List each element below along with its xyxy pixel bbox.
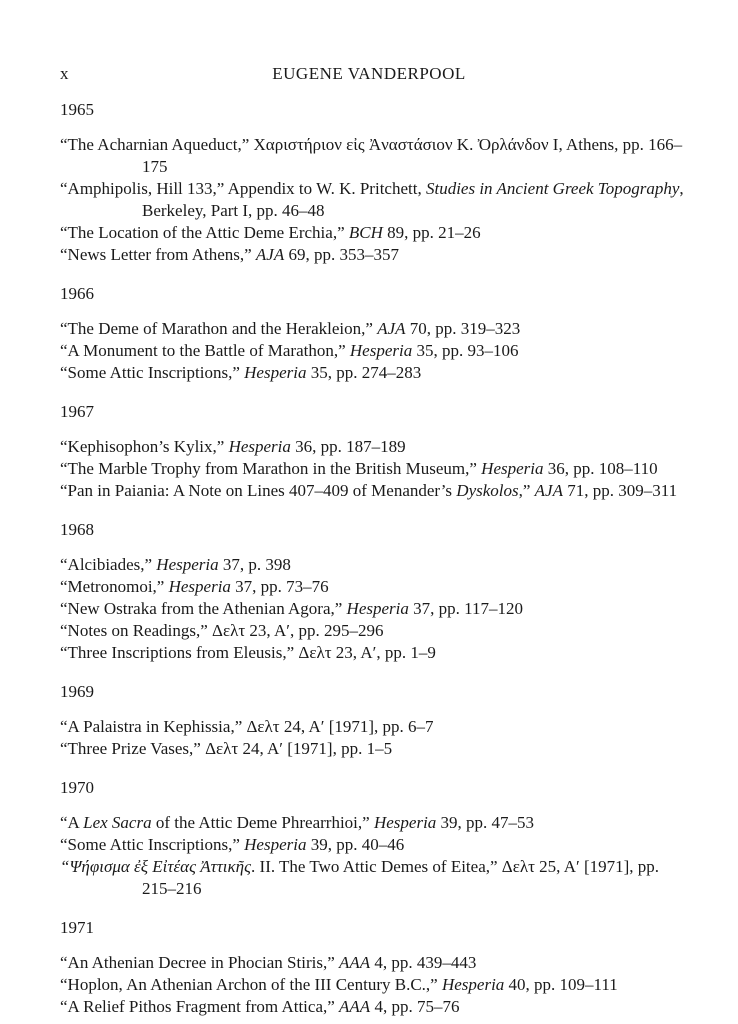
entry-italic-text: AJA: [377, 319, 406, 338]
entry-italic-text: Hesperia: [244, 835, 307, 854]
entry-text: “Notes on Readings,” Δελτ 23, Α′, pp. 295–296: [60, 621, 384, 640]
bibliography-entry: [60, 576, 686, 598]
entry-text: “Alcibiades,”: [60, 555, 157, 574]
entry-text: “The Deme of Marathon and the Herakleion,”: [60, 319, 378, 338]
entry-text: “The Marble Trophy from Marathon in the British Museum,”: [60, 459, 482, 478]
entry-list: [60, 812, 686, 900]
entry-text: 39, pp. 47–53: [436, 813, 535, 832]
entry-text: 70, pp. 319–323: [405, 319, 521, 338]
entry-italic-text: AJA: [255, 245, 285, 264]
entry-text: “News Letter from Athens,”: [60, 245, 256, 264]
entry-text: “Three Prize Vases,” Δελτ 24, Α′ [1971], pp. 1–5: [60, 739, 393, 758]
bibliography-entry: [60, 318, 686, 340]
entry-italic-text: Hesperia: [441, 975, 505, 994]
year-section: [60, 400, 686, 502]
entry-text: 36, pp. 187–189: [290, 437, 406, 456]
bibliography-entry: [60, 716, 686, 738]
bibliography-entry: [60, 134, 686, 178]
entry-text: 40, pp. 109–111: [504, 975, 618, 994]
bibliography-entry: [60, 642, 686, 664]
page-header: [60, 64, 678, 90]
entry-italic-text: Hesperia: [349, 341, 413, 360]
year-section: [60, 916, 686, 1018]
entry-text: “The Acharnian Aqueduct,” Χαριστήριον εἰς Ἀναστάσιον Κ. Ὀρλάνδον I, Athens, pp. 166–175: [60, 135, 683, 176]
page-number: x: [60, 64, 69, 83]
year-heading: 1968: [60, 520, 94, 539]
year-heading: 1965: [60, 100, 94, 119]
bibliography-entry: [60, 554, 686, 576]
entry-text: . II. The Two Attic Demes of Eitea,” Δελτ 25, Α′ [1971], pp. 215–216: [142, 857, 660, 898]
entry-text: “A: [60, 813, 84, 832]
entry-text: 4, pp. 439–443: [370, 953, 477, 972]
bibliography-entry: [60, 620, 686, 642]
entry-italic-text: Dyskolos: [456, 481, 519, 500]
bibliography-entry: [60, 480, 686, 502]
entry-italic-text: BCH: [348, 223, 383, 242]
bibliography-entry: [60, 996, 686, 1018]
entry-text: “New Ostraka from the Athenian Agora,”: [60, 599, 347, 618]
entry-text: “A Relief Pithos Fragment from Attica,”: [60, 997, 340, 1016]
bibliography: [60, 98, 686, 1018]
bibliography-entry: [60, 178, 686, 222]
year-heading: 1966: [60, 284, 94, 303]
bibliography-entry: [60, 856, 686, 900]
year-heading: 1967: [60, 402, 94, 421]
entry-text: 36, pp. 108–110: [543, 459, 658, 478]
entry-text: “Hoplon, An Athenian Archon of the III Century B.C.,”: [60, 975, 442, 994]
entry-text: 4, pp. 75–76: [370, 997, 460, 1016]
year-heading: 1971: [60, 918, 94, 937]
bibliography-entry: [60, 974, 686, 996]
bibliography-entry: [60, 362, 686, 384]
bibliography-entry: [60, 458, 686, 480]
entry-text: of the Attic Deme Phrearrhioi,”: [151, 813, 374, 832]
year-heading: 1970: [60, 778, 94, 797]
entry-text: ,”: [518, 481, 535, 500]
entry-list: [60, 952, 686, 1018]
entry-list: [60, 436, 686, 502]
entry-italic-text: Studies in Ancient Greek Topography: [425, 179, 680, 198]
entry-list: [60, 554, 686, 664]
entry-text: “Kephisophon’s Kylix,”: [60, 437, 229, 456]
running-head: EUGENE VANDERPOOL: [272, 64, 466, 83]
entry-italic-text: Hesperia: [156, 555, 219, 574]
entry-text: 35, pp. 274–283: [306, 363, 422, 382]
entry-italic-text: Hesperia: [244, 363, 307, 382]
bibliography-entry: [60, 222, 686, 244]
entry-text: “Three Inscriptions from Eleusis,” Δελτ 23, Α′, pp. 1–9: [60, 643, 436, 662]
bibliography-entry: [60, 738, 686, 760]
entry-text: “A Monument to the Battle of Marathon,”: [60, 341, 350, 360]
entry-text: “Pan in Paiania: A Note on Lines 407–409 of Menander’s: [60, 481, 457, 500]
year-heading: 1969: [60, 682, 94, 701]
entry-text: 35, pp. 93–106: [412, 341, 519, 360]
entry-italic-text: Lex Sacra: [83, 813, 152, 832]
entry-list: [60, 716, 686, 760]
year-section: [60, 680, 686, 760]
entry-text: “An Athenian Decree in Phocian Stiris,”: [60, 953, 340, 972]
entry-italic-text: “Ψήφισμα ἐξ Εἰτέας Ἀττικῆς: [60, 857, 252, 876]
entry-italic-text: Hesperia: [481, 459, 544, 478]
entry-italic-text: Hesperia: [228, 437, 291, 456]
entry-text: 69, pp. 353–357: [284, 245, 399, 264]
bibliography-entry: [60, 436, 686, 458]
entry-text: “Some Attic Inscriptions,”: [60, 835, 245, 854]
entry-text: 89, pp. 21–26: [382, 223, 481, 242]
entry-italic-text: AJA: [534, 481, 563, 500]
bibliography-entry: [60, 834, 686, 856]
bibliography-entry: [60, 952, 686, 974]
entry-text: “Amphipolis, Hill 133,” Appendix to W. K. Pritchett,: [60, 179, 426, 198]
entry-italic-text: AAA: [339, 997, 371, 1016]
entry-text: “A Palaistra in Kephissia,” Δελτ 24, Α′ [1971], pp. 6–7: [60, 717, 434, 736]
entry-italic-text: AAA: [339, 953, 371, 972]
entry-text: 37, p. 398: [218, 555, 291, 574]
bibliography-entry: [60, 598, 686, 620]
year-section: [60, 282, 686, 384]
bibliography-entry: [60, 340, 686, 362]
year-section: [60, 98, 686, 266]
entry-italic-text: Hesperia: [168, 577, 231, 596]
entry-text: “Some Attic Inscriptions,”: [60, 363, 245, 382]
entry-text: 39, pp. 40–46: [306, 835, 405, 854]
entry-text: “Metronomoi,”: [60, 577, 169, 596]
entry-italic-text: Hesperia: [373, 813, 437, 832]
entry-text: , Berkeley, Part I, pp. 46–48: [142, 179, 684, 220]
entry-list: [60, 318, 686, 384]
entry-text: 37, pp. 73–76: [230, 577, 329, 596]
entry-text: 71, pp. 309–311: [563, 481, 678, 500]
bibliography-entry: [60, 812, 686, 834]
year-section: [60, 518, 686, 664]
year-section: [60, 776, 686, 900]
entry-text: 37, pp. 117–120: [408, 599, 523, 618]
entry-text: “The Location of the Attic Deme Erchia,”: [60, 223, 349, 242]
bibliography-entry: [60, 244, 686, 266]
entry-italic-text: Hesperia: [346, 599, 409, 618]
entry-list: [60, 134, 686, 266]
